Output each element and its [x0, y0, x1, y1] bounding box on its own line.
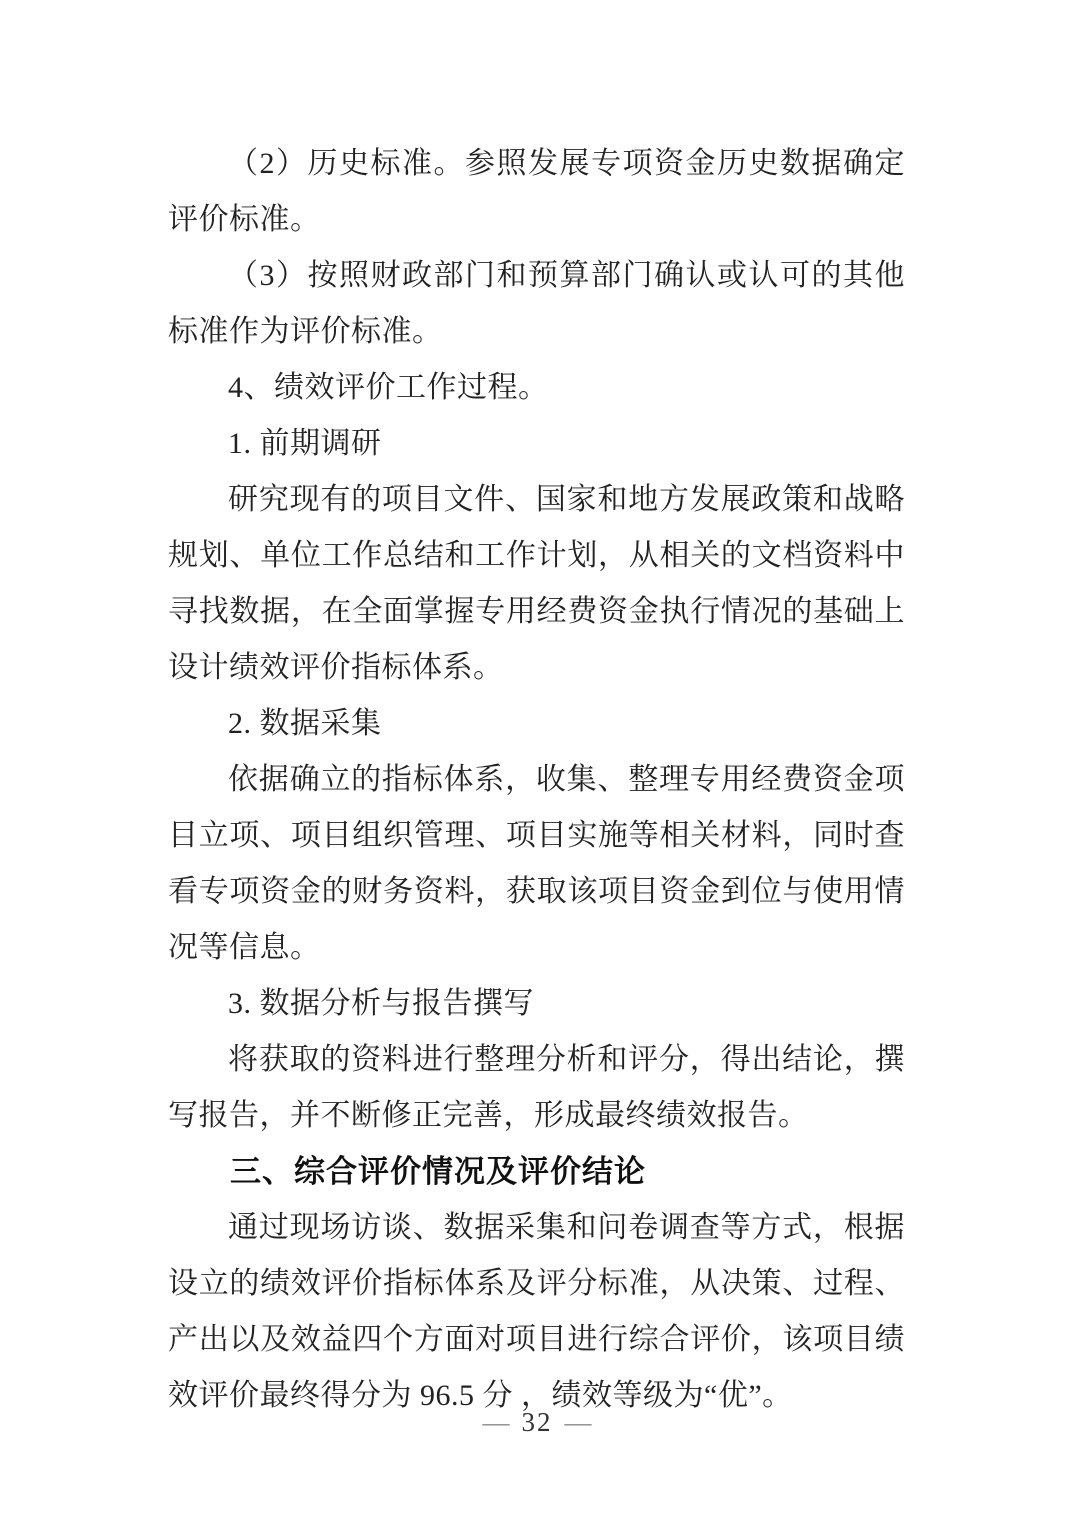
paragraph-step3-body: 将获取的资料进行整理分析和评分，得出结论，撰写报告，并不断修正完善，形成最终绩效报告。 [168, 1043, 905, 1132]
paragraph-work-process-title: 4、绩效评价工作过程。 [228, 371, 549, 404]
section-heading-conclusion: 三、综合评价情况及评价结论 [230, 1154, 646, 1189]
paragraph-step1-title: 1. 前期调研 [228, 427, 382, 460]
paragraph-step1-body: 研究现有的项目文件、国家和地方发展政策和战略规划、单位工作总结和工作计划，从相关的文档资料中寻找数据，在全面掌握专用经费资金执行情况的基础上设计绩效评价指标体系。 [168, 483, 905, 684]
paragraph-history-standard: （2）历史标准。参照发展专项资金历史数据确定评价标准。 [168, 147, 905, 236]
paragraph-step3-title: 3. 数据分析与报告撰写 [228, 987, 534, 1020]
footer-dash-right: — [564, 1407, 592, 1437]
document-content [168, 136, 905, 1424]
page-footer [0, 1405, 1074, 1439]
paragraph-other-standard: （3）按照财政部门和预算部门确认或认可的其他标准作为评价标准。 [168, 259, 905, 348]
paragraph-step2-body: 依据确立的指标体系，收集、整理专用经费资金项目立项、项目组织管理、项目实施等相关材料，同时查看专项资金的财务资料，获取该项目资金到位与使用情况等信息。 [168, 763, 905, 964]
footer-dash-left: — [482, 1407, 510, 1437]
paragraph-conclusion-body: 通过现场访谈、数据采集和问卷调查等方式，根据设立的绩效评价指标体系及评分标准，从决策、过程、产出以及效益四个方面对项目进行综合评价，该项目绩效评价最终得分为 96.5 分 ，绩效等级为“优”。 [168, 1211, 905, 1412]
page-number: 32 [521, 1407, 553, 1437]
paragraph-step2-title: 2. 数据采集 [228, 707, 382, 740]
